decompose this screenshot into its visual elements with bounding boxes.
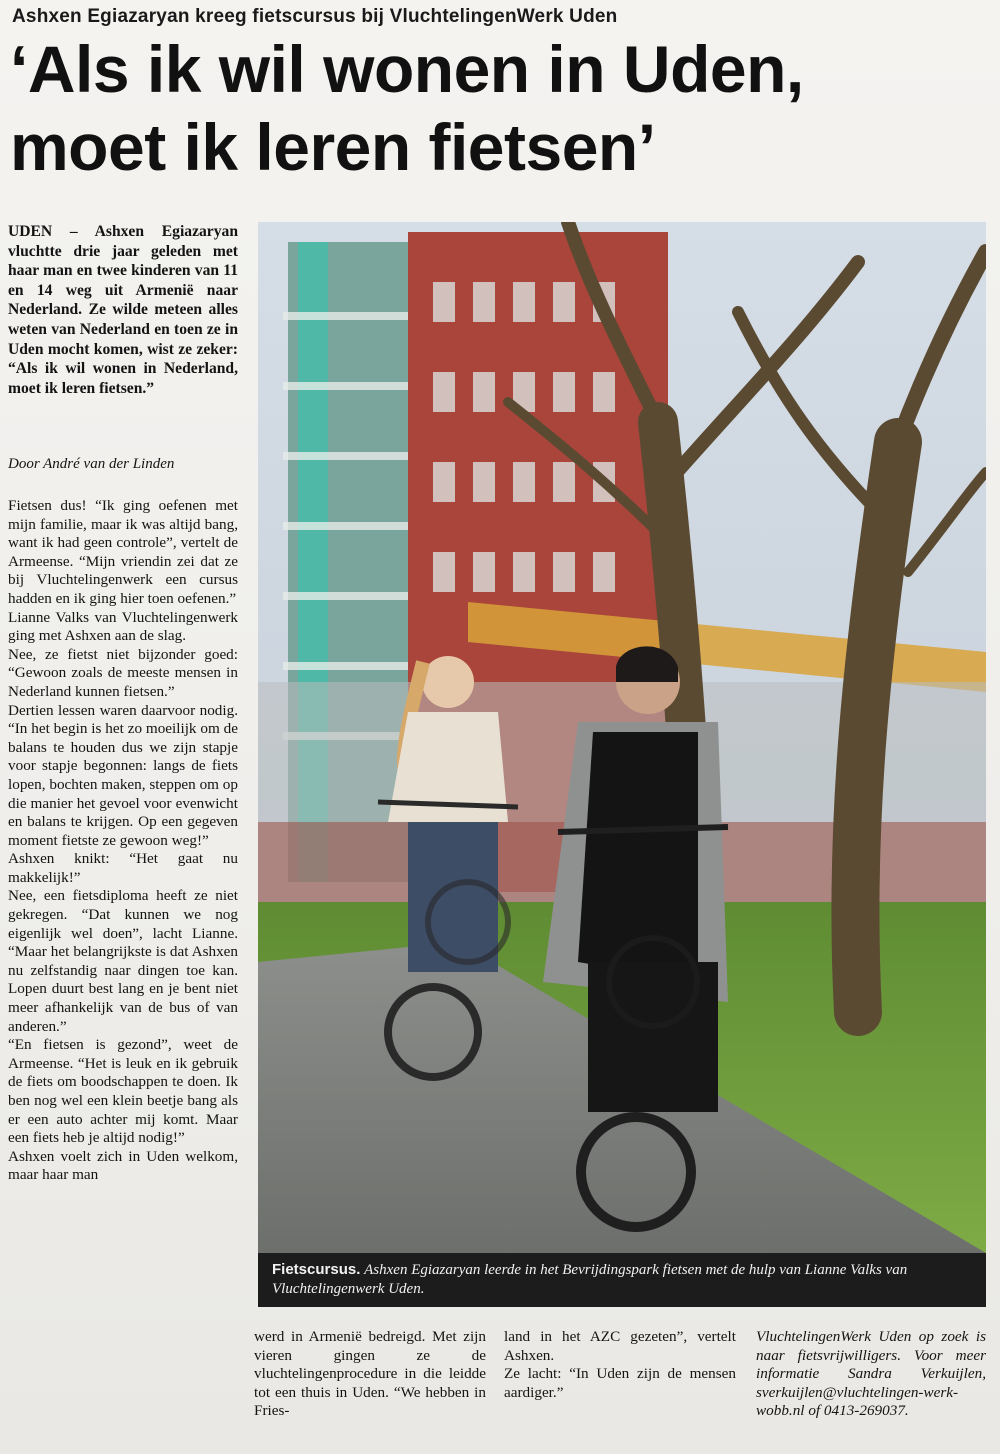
paragraph: Dertien lessen waren daarvoor nodig. “In het begin is het zo moeilijk om de balans te houden dus we zijn stapje voor stapje begonnen: langs de fiets lopen, bochten maken, steppen om op die manier het gevoel voor evenwicht en balans te krijgen. Op een gegeven moment fietste ze gewoon weg!”: [8, 701, 238, 849]
paragraph: Nee, een fietsdiploma heeft ze niet gekregen. “Dat kunnen we nog eigenlijk wel doen”, lacht Lianne. “Maar het belangrijkste is dat Ashxen nu zelfstandig naar dingen toe kan. Lopen duurt best lang en je bent niet meer afhankelijk van de bus of van anderen.”: [8, 887, 238, 1035]
info-text: VluchtelingenWerk Uden op zoek is naar fietsvrijwilligers. Voor meer informatie Sandra Verkuijlen, sverkuijlen@vluchtelingen-werk-wobb.nl of 0413-269037.: [756, 1328, 986, 1420]
article-column-1: [8, 497, 238, 1185]
article-kicker: Ashxen Egiazaryan kreeg fietscursus bij VluchtelingenWerk Uden: [12, 6, 618, 27]
paragraph: Ze lacht: “In Uden zijn de mensen aardiger.”: [504, 1365, 736, 1401]
caption-text: Ashxen Egiazaryan leerde in het Bevrijdingspark fietsen met de hulp van Lianne Valks van Vluchtelingenwerk Uden.: [272, 1262, 908, 1297]
caption-label: Fietscursus.: [272, 1261, 361, 1278]
article-photo: [258, 222, 986, 1253]
headline-line-2: moet ik leren fietsen’: [10, 110, 656, 184]
article-byline: Door André van der Linden: [8, 456, 175, 472]
photo-caption: [258, 1253, 986, 1307]
paragraph: “En fietsen is gezond”, weet de Armeense. “Het is leuk en ik gebruik de fiets om boodschappen te doen. Ik ben nog wel een klein beetje bang als er een auto achter mij komt. Maar een fiets heb je altijd nodig!”: [8, 1036, 238, 1147]
paragraph: Ashxen voelt zich in Uden welkom, maar haar man: [8, 1147, 238, 1184]
paragraph: Lianne Valks van Vluchtelingenwerk ging met Ashxen aan de slag.: [8, 608, 238, 645]
article-info-box: [756, 1328, 986, 1421]
article-column-2: [254, 1328, 486, 1421]
paragraph: Ashxen knikt: “Het gaat nu makkelijk!”: [8, 850, 238, 886]
paragraph: Fietsen dus! “Ik ging oefenen met mijn familie, maar ik was altijd bang, want ik had geen controle”, vertelt de Armeense. “Mijn vriendin zei dat ze bij Vluchtelingenwerk een cursus hadden en ik ging hier toen oefenen.”: [8, 497, 238, 607]
paragraph: land in het AZC gezeten”, vertelt Ashxen.: [504, 1328, 736, 1364]
paragraph: Nee, ze fietst niet bijzonder goed: “Gewoon zoals de meeste mensen in Nederland kunnen fietsen.”: [8, 645, 238, 700]
article-headline: [10, 30, 990, 186]
article-column-3: [504, 1328, 736, 1402]
headline-line-1: ‘Als ik wil wonen in Uden,: [10, 32, 804, 106]
photo-illustration: [258, 222, 986, 1253]
paragraph: werd in Armenië bedreigd. Met zijn vieren gingen ze de vluchtelingenprocedure in die leidde tot een thuis in Uden. “We hebben in Fries-: [254, 1328, 486, 1420]
article-lede: UDEN – Ashxen Egiazaryan vluchtte drie jaar geleden met haar man en twee kinderen van 11 en 14 weg uit Armenië naar Nederland. Ze wilde meteen alles weten van Nederland en toen ze in Uden mocht komen, wist ze zeker: “Als ik wil wonen in Nederland, moet ik leren fietsen.”: [8, 223, 238, 397]
